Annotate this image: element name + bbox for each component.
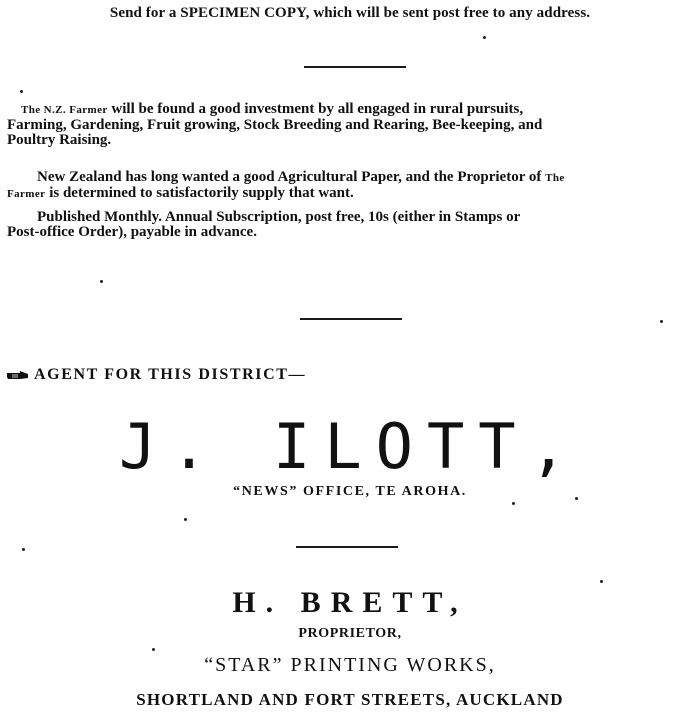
agent-office: “NEWS” OFFICE, TE AROHA.	[233, 484, 467, 499]
wanted-line-1: New Zealand has long wanted a good Agricultural Paper, and the Proprietor of The	[37, 169, 565, 185]
printer-works: “STAR” PRINTING WORKS,	[204, 654, 496, 676]
print-speck	[660, 320, 663, 323]
print-speck	[100, 280, 103, 283]
wanted-line-2: Farmer is determined to satisfactorily supply that want.	[7, 185, 354, 201]
print-speck	[20, 90, 23, 93]
printer-name: H. BRETT,	[232, 586, 468, 619]
printer-address: SHORTLAND AND FORT STREETS, AUCKLAND	[136, 690, 564, 709]
agent-heading	[6, 366, 700, 384]
agent-name: J. ILOTT,	[119, 410, 581, 483]
agent-heading-text: AGENT FOR THIS DISTRICT—	[34, 366, 307, 383]
intro-paragraph	[7, 102, 697, 148]
specimen-copy-notice: Send for a SPECIMEN COPY, which will be sent post free to any address.	[109, 5, 591, 21]
subscription-line-1: Published Monthly. Annual Subscription, post free, 10s (either in Stamps or	[37, 209, 521, 225]
publication-name: The N.Z. Farmer	[21, 104, 108, 116]
print-speck	[600, 580, 603, 583]
print-speck	[575, 497, 578, 500]
intro-line-3: Poultry Raising.	[7, 132, 112, 148]
print-speck	[184, 518, 187, 521]
divider-rule	[296, 546, 398, 548]
pointing-hand-icon	[6, 369, 30, 381]
divider-rule	[304, 66, 406, 68]
intro-line-1: The N.Z. Farmer will be found a good investment by all engaged in rural pursuits,	[21, 101, 524, 117]
printer-title: PROPRIETOR,	[298, 626, 402, 641]
print-speck	[22, 548, 25, 551]
print-speck	[483, 36, 486, 39]
subscription-paragraph	[7, 210, 697, 240]
print-speck	[512, 502, 515, 505]
subscription-line-2: Post-office Order), payable in advance.	[7, 224, 257, 240]
wanted-paragraph	[7, 170, 697, 202]
print-speck	[152, 648, 155, 651]
divider-rule	[300, 318, 402, 320]
intro-line-2: Farming, Gardening, Fruit growing, Stock Breeding and Rearing, Bee-keeping, and	[7, 117, 543, 133]
